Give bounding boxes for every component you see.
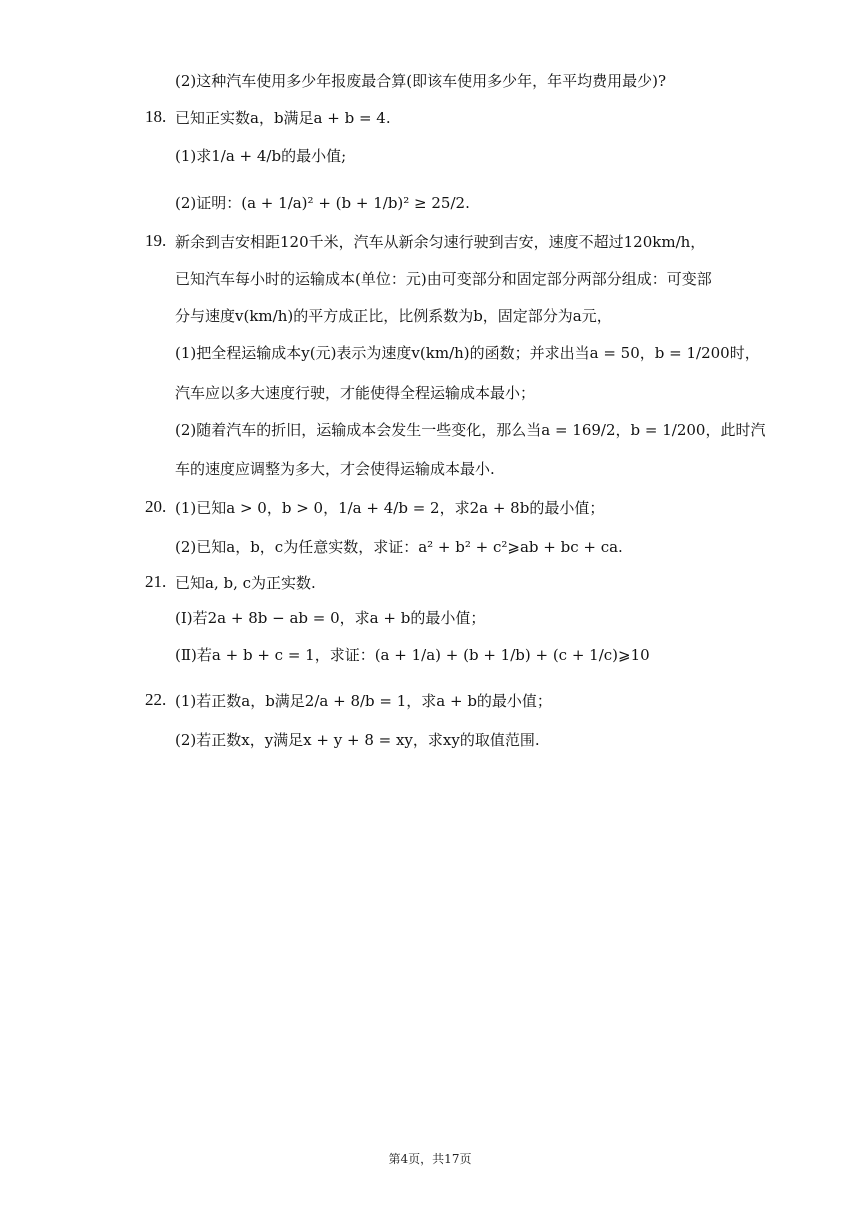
q18-stem: 已知正实数a，b满足a + b = 4.	[175, 109, 391, 127]
q17-part2-text: (2)这种汽车使用多少年报废最合算(即该车使用多少年，年平均费用最少)?	[175, 72, 666, 90]
q21-part1: (Ⅰ)若2a + 8b − ab = 0，求a + b的最小值；	[175, 609, 486, 627]
page-footer: 第4页，共17页	[388, 1152, 472, 1166]
q19-line2: 已知汽车每小时的运输成本(单位：元)由可变部分和固定部分两部分组成：可变部	[175, 270, 712, 288]
q21-number: 21.	[145, 572, 167, 591]
q20-number: 20.	[145, 497, 167, 516]
q18-number: 18.	[145, 107, 167, 126]
q21-stem: 已知a, b, c为正实数.	[175, 574, 316, 592]
q22-number: 22.	[145, 690, 167, 709]
q20-part2: (2)已知a，b，c为任意实数，求证：a² + b² + c²⩾ab + bc + ca.	[175, 538, 623, 556]
q19-part2-line1: (2)随着汽车的折旧，运输成本会发生一些变化，那么当a = 169/2，b = 1/200，此时汽	[175, 421, 766, 439]
q22-part2: (2)若正数x，y满足x + y + 8 = xy，求xy的取值范围.	[175, 731, 540, 749]
q18-part2: (2)证明：(a + 1/a)² + (b + 1/b)² ≥ 25/2.	[175, 194, 470, 212]
q18-part1: (1)求1/a + 4/b的最小值;	[175, 147, 347, 165]
q20-part1: (1)已知a > 0，b > 0，1/a + 4/b = 2，求2a + 8b的最小值；	[175, 499, 605, 517]
q21-part2: (Ⅱ)若a + b + c = 1，求证：(a + 1/a) + (b + 1/b) + (c + 1/c)⩾10	[175, 646, 650, 664]
q22-part1: (1)若正数a，b满足2/a + 8/b = 1，求a + b的最小值；	[175, 692, 552, 710]
q19-part2-line2: 车的速度应调整为多大，才会使得运输成本最小.	[175, 460, 495, 478]
q19-part1-line1: (1)把全程运输成本y(元)表示为速度v(km/h)的函数；并求出当a = 50，b = 1/200时，	[175, 344, 760, 362]
q19-line1: 新余到吉安相距120千米，汽车从新余匀速行驶到吉安，速度不超过120km/h，	[175, 233, 706, 251]
q19-part1-line2: 汽车应以多大速度行驶，才能使得全程运输成本最小；	[175, 384, 536, 402]
q19-number: 19.	[145, 231, 167, 250]
q19-line3: 分与速度v(km/h)的平方成正比，比例系数为b，固定部分为a元，	[175, 307, 612, 325]
